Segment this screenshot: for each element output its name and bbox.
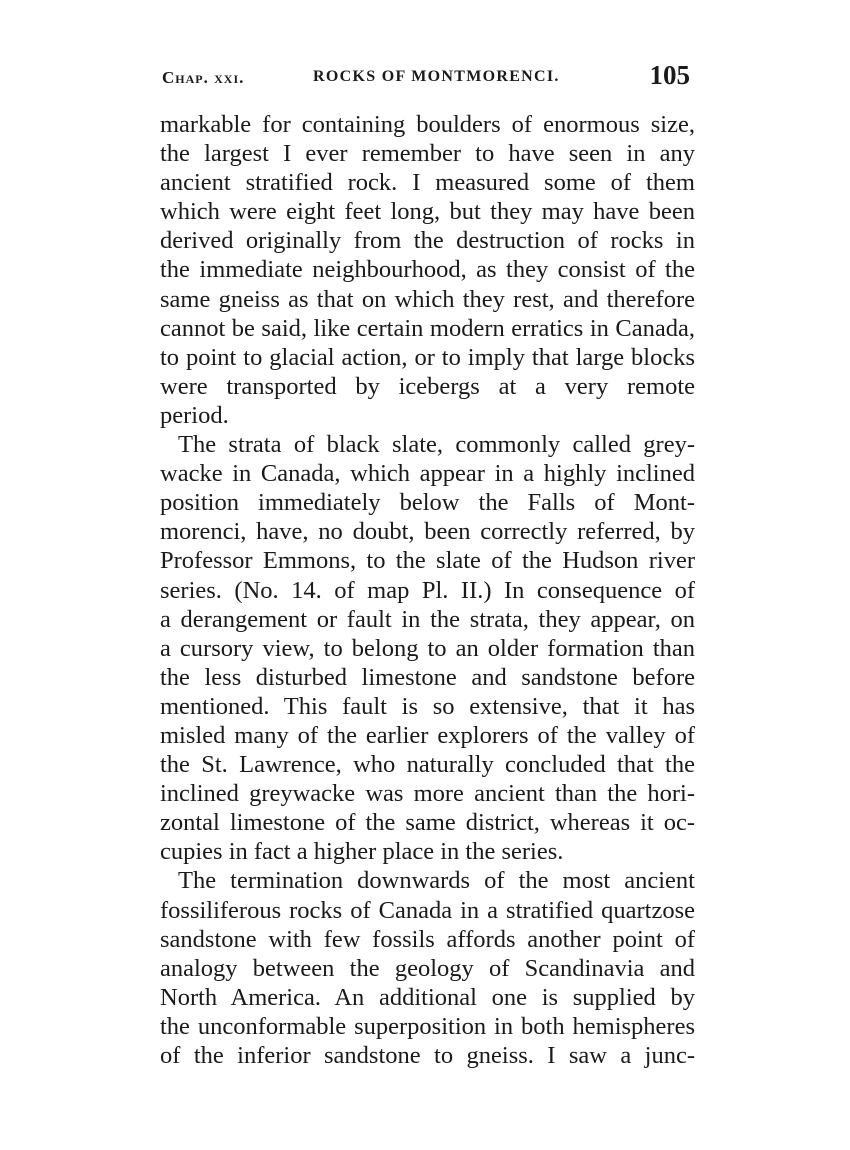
text-line: inclined greywacke was more ancient than the hori-	[160, 780, 695, 808]
text-line: the less disturbed limestone and sandstone before	[160, 663, 695, 691]
text-line: same gneiss as that on which they rest, and therefore	[160, 285, 695, 313]
text-line: to point to glacial action, or to imply that large blocks	[160, 343, 695, 371]
text-line: The strata of black slate, commonly called grey-	[178, 431, 695, 459]
body-text	[160, 110, 695, 1070]
text-line: derived originally from the destruction of rocks in	[160, 227, 695, 255]
text-line: misled many of the earlier explorers of the valley of	[160, 721, 695, 749]
text-line: series. (No. 14. of map Pl. II.) In consequence of	[160, 576, 695, 604]
text-line: were transported by icebergs at a very remote	[160, 372, 695, 400]
text-line: which were eight feet long, but they may have been	[160, 198, 695, 226]
text-line: fossiliferous rocks of Canada in a stratified quartzose	[160, 896, 695, 924]
text-line: position immediately below the Falls of Mont-	[160, 489, 695, 517]
text-line: the largest I ever remember to have seen in any	[160, 140, 695, 168]
chapter-label: Chap. xxi.	[162, 68, 245, 87]
text-line: cannot be said, like certain modern erratics in Canada,	[160, 314, 695, 342]
text-line: of the inferior sandstone to gneiss. I saw a junc-	[160, 1042, 695, 1069]
text-line: Professor Emmons, to the slate of the Hudson river	[160, 547, 695, 575]
text-line: markable for containing boulders of enormous size,	[160, 111, 695, 138]
text-line: a derangement or fault in the strata, they appear, on	[160, 605, 695, 633]
text-line: the immediate neighbourhood, as they consist of the	[160, 256, 695, 284]
text-line: mentioned. This fault is so extensive, that it has	[160, 692, 695, 720]
text-line: North America. An additional one is supplied by	[160, 983, 695, 1011]
text-line: sandstone with few fossils affords another point of	[160, 925, 695, 953]
text-line: wacke in Canada, which appear in a highly inclined	[160, 460, 695, 488]
text-line: period.	[160, 401, 229, 429]
page-number: 105	[649, 60, 690, 90]
text-line: the unconformable superposition in both hemispheres	[160, 1012, 695, 1040]
text-line: zontal limestone of the same district, whereas it oc-	[160, 809, 695, 837]
text-line: The termination downwards of the most ancient	[178, 867, 695, 895]
text-line: the St. Lawrence, who naturally concluded that the	[160, 751, 695, 779]
text-line: morenci, have, no doubt, been correctly referred, by	[160, 518, 695, 546]
running-head	[162, 60, 700, 94]
running-title: ROCKS OF MONTMORENCI.	[313, 68, 560, 85]
text-line: ancient stratified rock. I measured some of them	[160, 169, 695, 197]
text-line: analogy between the geology of Scandinavia and	[160, 954, 695, 982]
text-line: a cursory view, to belong to an older formation than	[160, 634, 695, 662]
text-line: cupies in fact a higher place in the series.	[160, 838, 564, 866]
